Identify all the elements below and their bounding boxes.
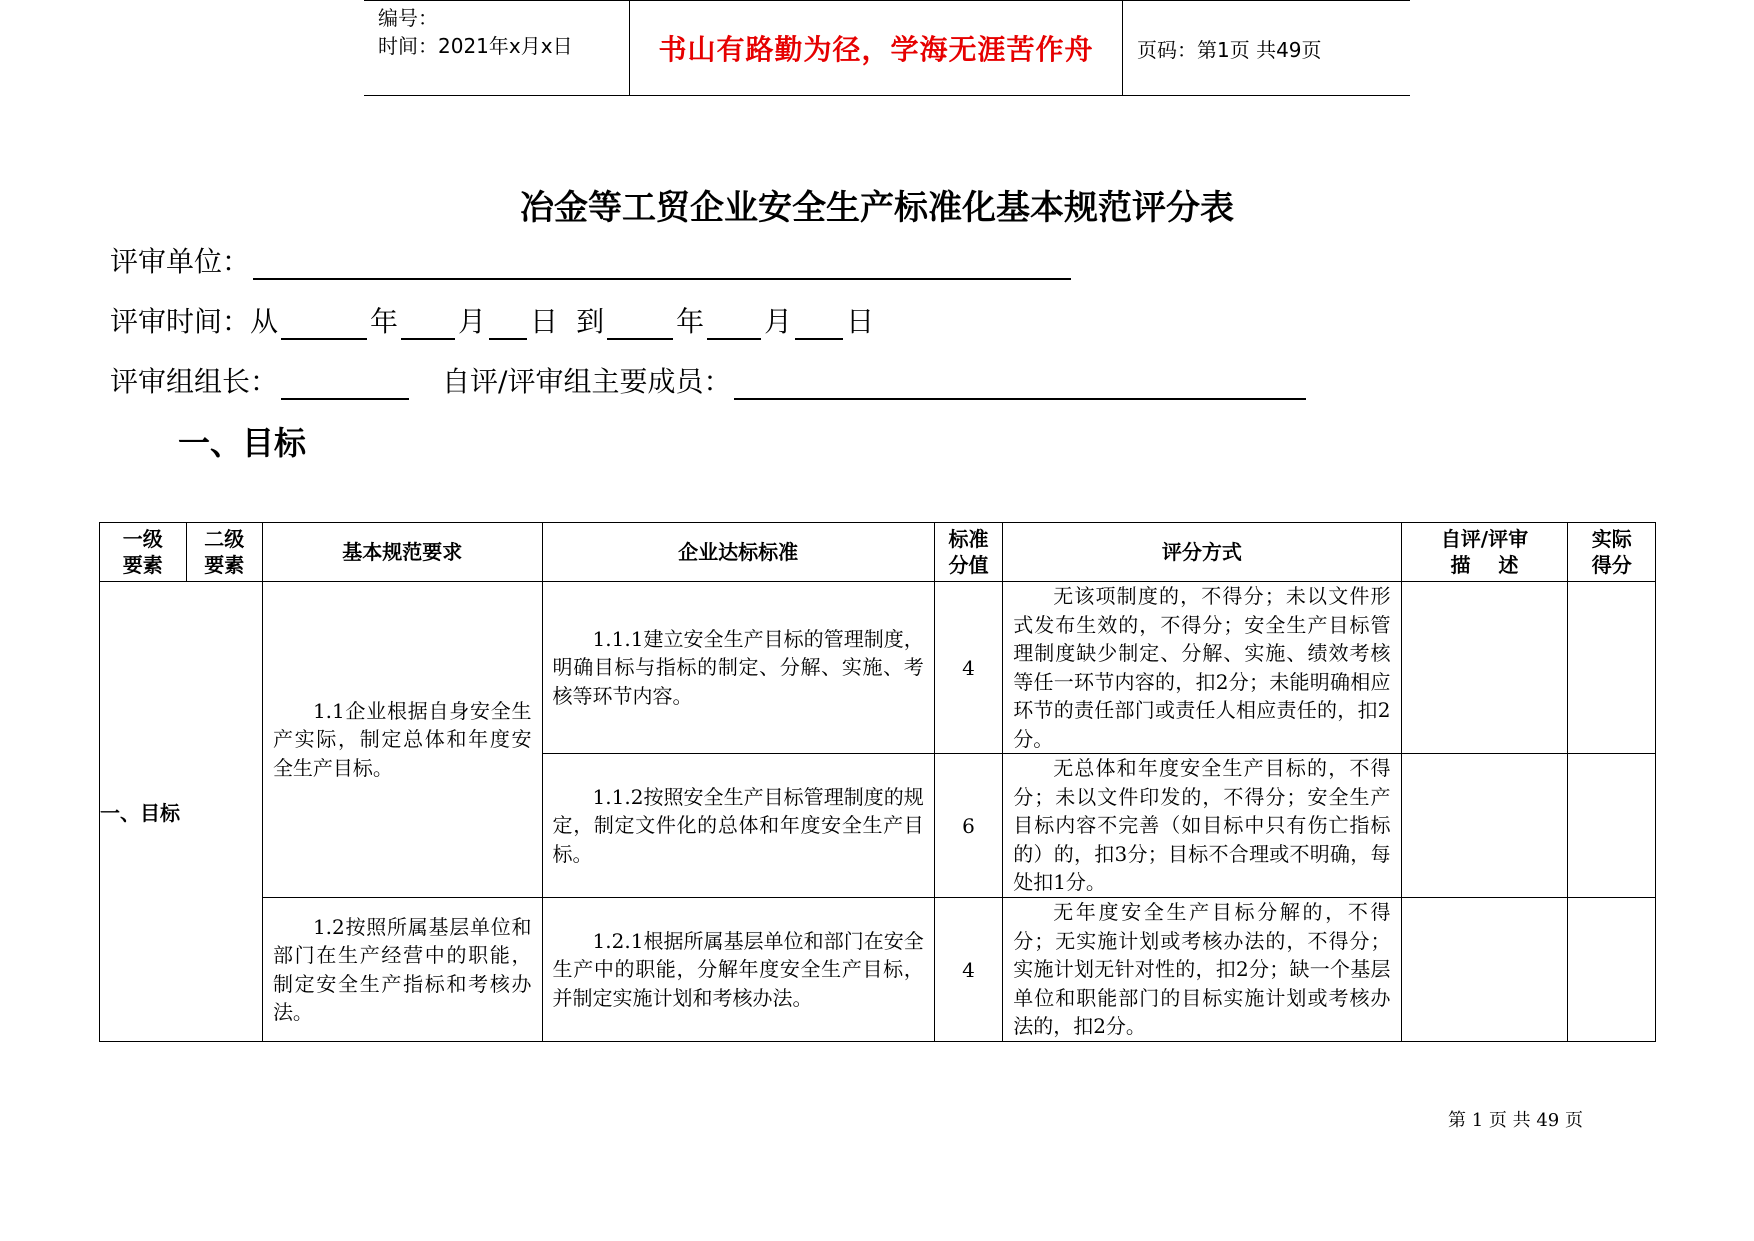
table-row — [100, 898, 1656, 1042]
page-header — [364, 0, 1410, 96]
standard-text: 1.1.1建立安全生产目标的管理制度，明确目标与指标的制定、分解、实施、考核等环节内容。 — [552, 626, 924, 708]
review-team-line — [110, 360, 1309, 400]
members-field[interactable] — [734, 368, 1306, 400]
score-cell: 4 — [934, 898, 1002, 1042]
standard-cell — [542, 582, 934, 754]
day-label: 日 — [530, 305, 559, 338]
requirement-cell — [262, 898, 542, 1042]
standard-text: 1.1.2按照安全生产目标管理制度的规定，制定文件化的总体和年度安全生产目标。 — [552, 784, 924, 866]
month-label: 月 — [458, 305, 487, 338]
method-text: 无年度安全生产目标分解的，不得分；无实施计划或考核办法的，不得分；实施计划无针对性的，扣2分；缺一个基层单位和职能部门的目标实施计划或考核办法的，扣2分。 — [1013, 900, 1391, 1039]
review-time-label: 评审时间：从 — [110, 305, 279, 338]
year-label: 年 — [370, 305, 399, 338]
from-day-field[interactable] — [489, 308, 527, 340]
leader-label: 评审组组长： — [110, 365, 279, 398]
header-actual-score: 实际 得分 — [1568, 523, 1656, 582]
table-row — [100, 582, 1656, 754]
method-text: 无总体和年度安全生产目标的，不得分；未以文件印发的，不得分；安全生产目标内容不完善（如目标中只有伤亡指标的）的，扣3分；目标不合理或不明确，每处扣1分。 — [1013, 756, 1391, 895]
review-unit-label: 评审单位： — [110, 245, 251, 278]
document-number-label: 编号： — [378, 6, 438, 30]
self-eval-cell[interactable] — [1401, 754, 1568, 898]
header-page-code: 页码：第1页 共49页 — [1137, 37, 1322, 62]
header-lvl2: 二级 要素 — [186, 523, 262, 582]
method-text: 无该项制度的，不得分；未以文件形式发布生效的，不得分；安全生产目标管理制度缺少制定、分解、实施、绩效考核等任一环节内容的，扣2分；未能明确相应环节的责任部门或责任人相应责任的，扣2分。 — [1013, 584, 1391, 751]
year-label: 年 — [676, 305, 705, 338]
requirement-text: 1.1企业根据自身安全生产实际，制定总体和年度安全生产目标。 — [272, 698, 532, 780]
page-footer: 第 1 页 共 49 页 — [1448, 1110, 1583, 1131]
header-method: 评分方式 — [1003, 523, 1401, 582]
header-motto: 书山有路勤为径，学海无涯苦作舟 — [630, 1, 1123, 95]
method-cell — [1003, 582, 1401, 754]
header-basic-requirement: 基本规范要求 — [262, 523, 542, 582]
document-time: 时间：2021年x月x日 — [378, 34, 573, 58]
to-label: 到 — [576, 305, 605, 338]
header-meta — [364, 1, 630, 95]
header-self-eval: 自评/评审 描 述 — [1401, 523, 1568, 582]
leader-field[interactable] — [281, 368, 409, 400]
standard-cell — [542, 898, 934, 1042]
members-label: 自评/评审组主要成员： — [442, 365, 732, 398]
score-cell: 6 — [934, 754, 1002, 898]
level1-element-cell: 一、目标 — [100, 582, 263, 1042]
table-header-row — [100, 523, 1656, 582]
from-month-field[interactable] — [401, 308, 455, 340]
method-cell — [1003, 898, 1401, 1042]
scoring-table — [99, 522, 1656, 1042]
standard-cell — [542, 754, 934, 898]
standard-text: 1.2.1根据所属基层单位和部门在安全生产中的职能，分解年度安全生产目标，并制定实施计划和考核办法。 — [552, 928, 924, 1010]
header-score: 标准 分值 — [934, 523, 1002, 582]
from-year-field[interactable] — [281, 308, 367, 340]
actual-score-cell[interactable] — [1568, 582, 1656, 754]
section-heading: 一、目标 — [178, 424, 307, 462]
month-label: 月 — [764, 305, 793, 338]
header-lvl1: 一级 要素 — [100, 523, 187, 582]
to-month-field[interactable] — [707, 308, 761, 340]
score-cell: 4 — [934, 582, 1002, 754]
day-label: 日 — [846, 305, 875, 338]
review-unit-field[interactable] — [253, 248, 1071, 280]
header-standard: 企业达标标准 — [542, 523, 934, 582]
method-cell — [1003, 754, 1401, 898]
requirement-cell — [262, 582, 542, 898]
review-unit-line — [110, 240, 1074, 280]
document-title: 冶金等工贸企业安全生产标准化基本规范评分表 — [520, 188, 1234, 228]
self-eval-cell[interactable] — [1401, 898, 1568, 1042]
requirement-text: 1.2按照所属基层单位和部门在生产经营中的职能，制定安全生产指标和考核办法。 — [272, 914, 532, 1024]
actual-score-cell[interactable] — [1568, 754, 1656, 898]
self-eval-cell[interactable] — [1401, 582, 1568, 754]
to-day-field[interactable] — [795, 308, 843, 340]
actual-score-cell[interactable] — [1568, 898, 1656, 1042]
review-time-line — [110, 300, 874, 340]
to-year-field[interactable] — [607, 308, 673, 340]
